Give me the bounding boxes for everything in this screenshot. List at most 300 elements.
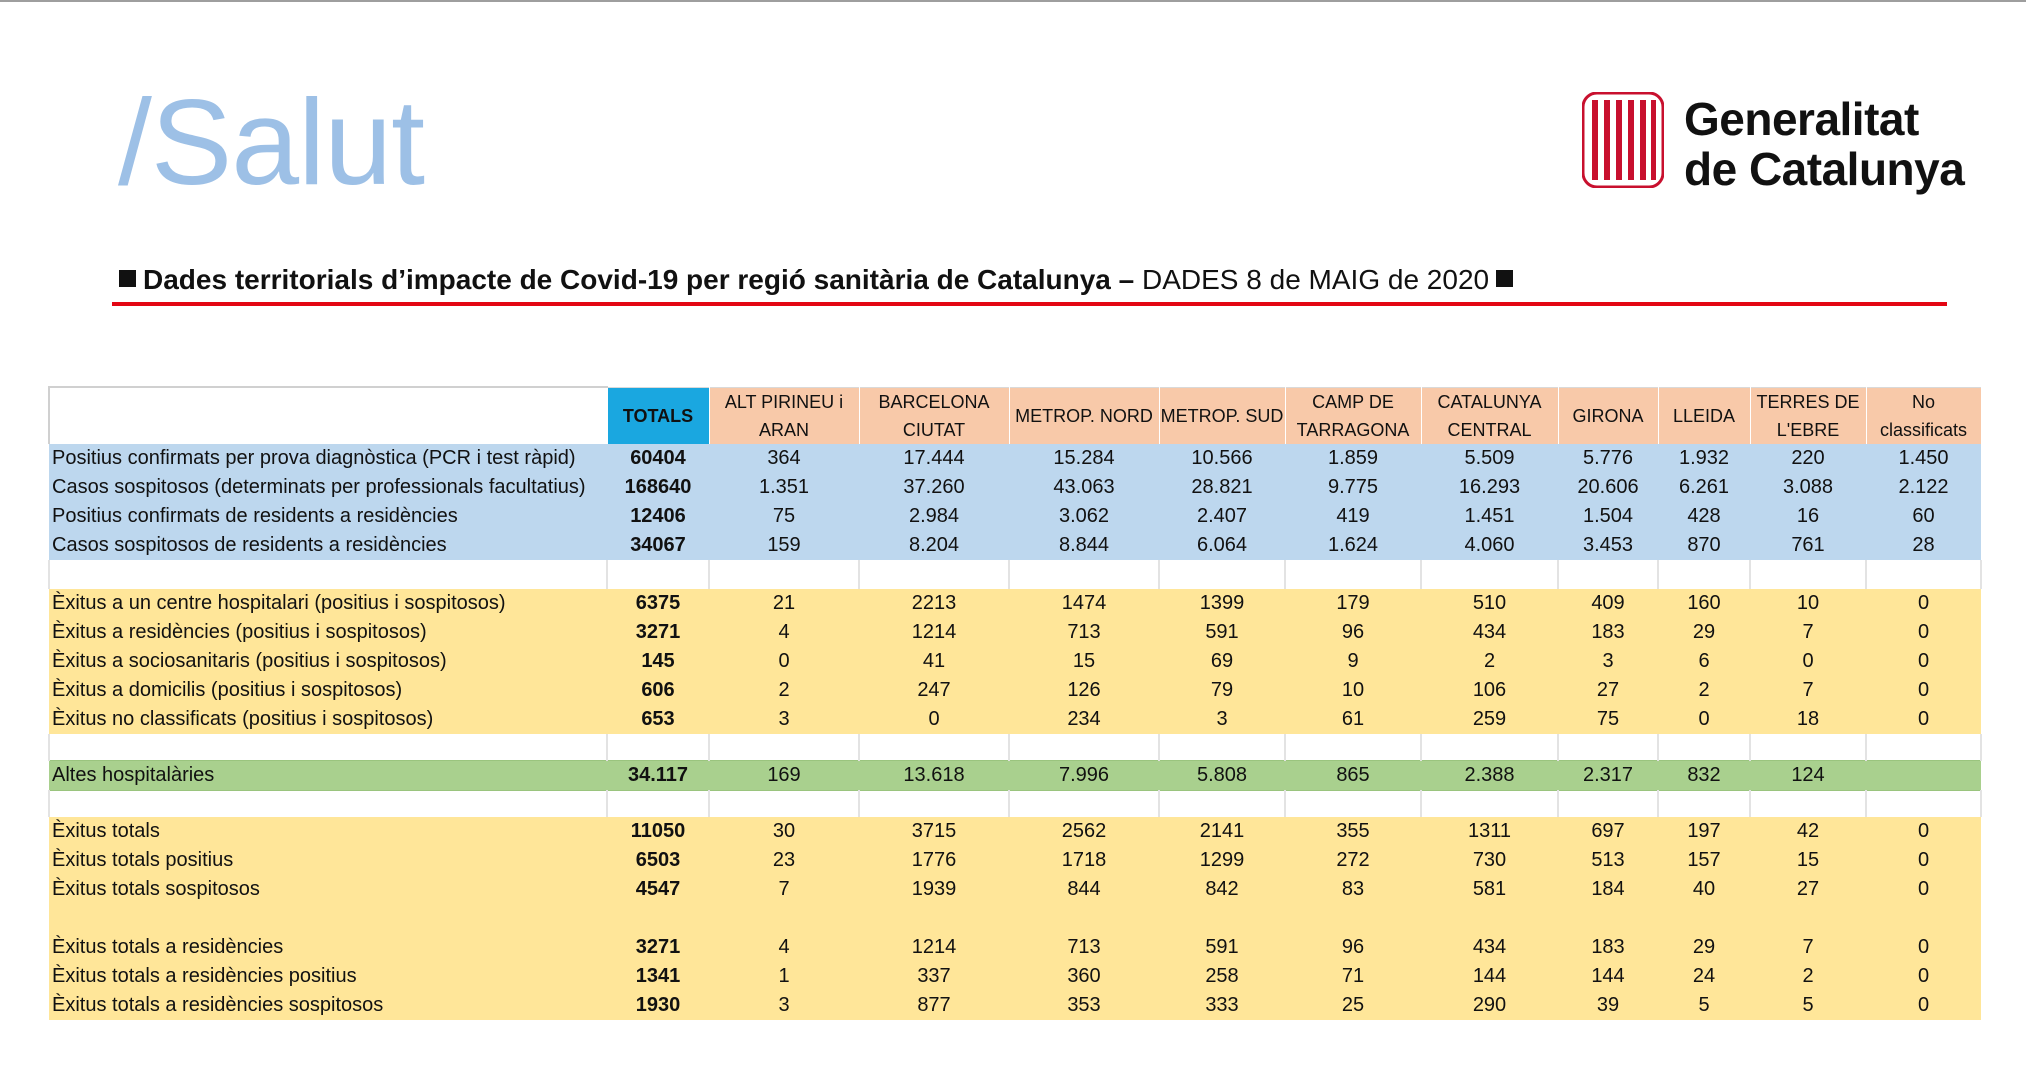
empty-cell <box>1558 734 1658 761</box>
region-cell: 6.064 <box>1159 531 1285 560</box>
table-row <box>49 502 1981 531</box>
region-cell: 13.618 <box>859 761 1009 791</box>
table-row <box>49 962 1981 991</box>
region-cell: 41 <box>859 647 1009 676</box>
empty-cell <box>859 791 1009 818</box>
region-cell: 1.351 <box>709 473 859 502</box>
region-cell: 0 <box>1866 875 1981 904</box>
covid-data-table <box>48 386 1982 1020</box>
region-cell: 3.062 <box>1009 502 1159 531</box>
column-header <box>709 387 859 444</box>
empty-cell <box>1658 791 1750 818</box>
region-cell: 197 <box>1658 817 1750 846</box>
column-header-line2: CENTRAL <box>1447 419 1532 440</box>
region-cell: 510 <box>1421 589 1558 618</box>
empty-cell <box>607 734 709 761</box>
row-label: Èxitus no classificats (positius i sospitosos) <box>49 705 607 734</box>
region-cell: 1.859 <box>1285 444 1421 473</box>
bullet-square-icon <box>119 270 136 287</box>
column-header-line1: LLEIDA <box>1672 405 1736 426</box>
empty-cell <box>1558 904 1658 933</box>
empty-cell <box>49 734 607 761</box>
generalitat-logo <box>1582 88 2002 198</box>
region-cell: 7 <box>1750 618 1866 647</box>
column-header <box>1658 387 1750 444</box>
bullet-square-icon <box>1496 270 1513 287</box>
region-cell: 1.624 <box>1285 531 1421 560</box>
region-cell: 124 <box>1750 761 1866 791</box>
region-cell: 184 <box>1558 875 1658 904</box>
region-cell: 1776 <box>859 846 1009 875</box>
region-cell: 2.407 <box>1159 502 1285 531</box>
row-label: Èxitus a residències (positius i sospitosos) <box>49 618 607 647</box>
total-cell: 6375 <box>607 589 709 618</box>
region-cell: 844 <box>1009 875 1159 904</box>
empty-cell <box>1750 904 1866 933</box>
region-cell: 0 <box>1866 933 1981 962</box>
region-cell: 591 <box>1159 933 1285 962</box>
region-cell: 4 <box>709 933 859 962</box>
region-cell: 43.063 <box>1009 473 1159 502</box>
region-cell: 18 <box>1750 705 1866 734</box>
region-cell: 5.808 <box>1159 761 1285 791</box>
empty-cell <box>1658 560 1750 589</box>
region-cell: 30 <box>709 817 859 846</box>
region-cell: 179 <box>1285 589 1421 618</box>
region-cell: 6 <box>1658 647 1750 676</box>
region-cell: 865 <box>1285 761 1421 791</box>
title-underline <box>112 302 1947 306</box>
region-cell: 2 <box>709 676 859 705</box>
total-cell: 653 <box>607 705 709 734</box>
empty-cell <box>1009 560 1159 589</box>
empty-cell <box>1159 560 1285 589</box>
title-date: DADES 8 de MAIG de 2020 <box>1142 264 1490 295</box>
region-cell <box>1866 761 1981 791</box>
region-cell: 3715 <box>859 817 1009 846</box>
region-cell: 0 <box>1658 705 1750 734</box>
table-row <box>49 647 1981 676</box>
separator-row <box>49 560 1981 589</box>
row-label: Èxitus totals <box>49 817 607 846</box>
empty-cell <box>1285 791 1421 818</box>
region-cell: 96 <box>1285 933 1421 962</box>
region-cell: 71 <box>1285 962 1421 991</box>
column-header <box>1558 387 1658 444</box>
region-cell: 0 <box>1866 991 1981 1020</box>
region-cell: 259 <box>1421 705 1558 734</box>
empty-cell <box>49 560 607 589</box>
column-header <box>1285 387 1421 444</box>
region-cell: 5 <box>1750 991 1866 1020</box>
region-cell: 2213 <box>859 589 1009 618</box>
row-label: Èxitus totals a residències <box>49 933 607 962</box>
region-cell: 7.996 <box>1009 761 1159 791</box>
region-cell: 4.060 <box>1421 531 1558 560</box>
region-cell: 1299 <box>1159 846 1285 875</box>
column-header <box>1159 387 1285 444</box>
region-cell: 24 <box>1658 962 1750 991</box>
table-row <box>49 444 1981 473</box>
region-cell: 337 <box>859 962 1009 991</box>
region-cell: 360 <box>1009 962 1159 991</box>
region-cell: 0 <box>1866 817 1981 846</box>
region-cell: 7 <box>709 875 859 904</box>
row-label: Èxitus a domicilis (positius i sospitosos) <box>49 676 607 705</box>
separator-row <box>49 791 1981 818</box>
region-cell: 9.775 <box>1285 473 1421 502</box>
region-cell: 157 <box>1658 846 1750 875</box>
region-cell: 3 <box>709 991 859 1020</box>
generalitat-line2: de Catalunya <box>1684 143 1965 195</box>
region-cell: 40 <box>1658 875 1750 904</box>
region-cell: 513 <box>1558 846 1658 875</box>
senyera-emblem-icon <box>1582 92 1664 188</box>
region-cell: 3 <box>1558 647 1658 676</box>
region-cell: 581 <box>1421 875 1558 904</box>
empty-cell <box>607 791 709 818</box>
region-cell: 730 <box>1421 846 1558 875</box>
empty-cell <box>1159 791 1285 818</box>
region-cell: 1.504 <box>1558 502 1658 531</box>
empty-cell <box>1159 734 1285 761</box>
empty-cell <box>1285 904 1421 933</box>
column-header <box>859 387 1009 444</box>
region-cell: 17.444 <box>859 444 1009 473</box>
empty-cell <box>1866 734 1981 761</box>
region-cell: 2 <box>1658 676 1750 705</box>
region-cell: 21 <box>709 589 859 618</box>
column-header <box>1421 387 1558 444</box>
empty-cell <box>1558 560 1658 589</box>
region-cell: 697 <box>1558 817 1658 846</box>
region-cell: 0 <box>859 705 1009 734</box>
region-cell: 0 <box>1866 705 1981 734</box>
table-row <box>49 875 1981 904</box>
region-cell: 1.450 <box>1866 444 1981 473</box>
row-label: Altes hospitalàries <box>49 761 607 791</box>
region-cell: 126 <box>1009 676 1159 705</box>
column-header <box>1009 387 1159 444</box>
empty-cell <box>1658 904 1750 933</box>
row-label: Positius confirmats de residents a residències <box>49 502 607 531</box>
region-cell: 355 <box>1285 817 1421 846</box>
empty-cell <box>1285 734 1421 761</box>
region-cell: 16 <box>1750 502 1866 531</box>
region-cell: 169 <box>709 761 859 791</box>
column-header-line2: ARAN <box>758 419 809 440</box>
region-cell: 75 <box>709 502 859 531</box>
region-cell: 8.844 <box>1009 531 1159 560</box>
column-header-line1: CATALUNYA <box>1437 391 1542 412</box>
region-cell: 2.122 <box>1866 473 1981 502</box>
region-cell: 7 <box>1750 933 1866 962</box>
region-cell: 28.821 <box>1159 473 1285 502</box>
region-cell: 713 <box>1009 618 1159 647</box>
region-cell: 258 <box>1159 962 1285 991</box>
region-cell: 1.932 <box>1658 444 1750 473</box>
row-label: Casos sospitosos (determinats per professionals facultatius) <box>49 473 607 502</box>
region-cell: 353 <box>1009 991 1159 1020</box>
region-cell: 1 <box>709 962 859 991</box>
table-row <box>49 618 1981 647</box>
region-cell: 3 <box>709 705 859 734</box>
empty-cell <box>709 791 859 818</box>
total-cell: 3271 <box>607 933 709 962</box>
row-label: Èxitus totals sospitosos <box>49 875 607 904</box>
region-cell: 1311 <box>1421 817 1558 846</box>
generalitat-line1: Generalitat <box>1684 93 1919 145</box>
region-cell: 83 <box>1285 875 1421 904</box>
column-header-line2: TARRAGONA <box>1296 419 1410 440</box>
region-cell: 220 <box>1750 444 1866 473</box>
region-cell: 16.293 <box>1421 473 1558 502</box>
column-header-line1: METROP. SUD <box>1160 405 1284 426</box>
empty-cell <box>607 560 709 589</box>
region-cell: 75 <box>1558 705 1658 734</box>
region-cell: 23 <box>709 846 859 875</box>
empty-cell <box>1009 734 1159 761</box>
table-row <box>49 473 1981 502</box>
region-cell: 2.388 <box>1421 761 1558 791</box>
salut-logo: /Salut <box>118 74 424 210</box>
separator-row <box>49 734 1981 761</box>
empty-cell <box>1750 734 1866 761</box>
region-cell: 7 <box>1750 676 1866 705</box>
region-cell: 1939 <box>859 875 1009 904</box>
table-row <box>49 991 1981 1020</box>
region-cell: 428 <box>1658 502 1750 531</box>
region-cell: 2562 <box>1009 817 1159 846</box>
total-cell: 1341 <box>607 962 709 991</box>
empty-cell <box>1159 904 1285 933</box>
region-cell: 1399 <box>1159 589 1285 618</box>
region-cell: 39 <box>1558 991 1658 1020</box>
region-cell: 2 <box>1750 962 1866 991</box>
column-header-line1: GIRONA <box>1572 405 1644 426</box>
region-cell: 832 <box>1658 761 1750 791</box>
total-cell: 11050 <box>607 817 709 846</box>
total-cell: 606 <box>607 676 709 705</box>
region-cell: 842 <box>1159 875 1285 904</box>
empty-cell <box>49 791 607 818</box>
row-label: Èxitus totals a residències sospitosos <box>49 991 607 1020</box>
column-header-line1: TERRES DE <box>1756 391 1860 412</box>
column-header-line2: L'EBRE <box>1776 419 1840 440</box>
row-label: Èxitus a un centre hospitalari (positius i sospitosos) <box>49 589 607 618</box>
region-cell: 2141 <box>1159 817 1285 846</box>
region-cell: 434 <box>1421 933 1558 962</box>
region-cell: 144 <box>1558 962 1658 991</box>
header-row <box>49 387 1981 444</box>
region-cell: 96 <box>1285 618 1421 647</box>
separator-row <box>49 904 1981 933</box>
region-cell: 870 <box>1658 531 1750 560</box>
region-cell: 333 <box>1159 991 1285 1020</box>
region-cell: 591 <box>1159 618 1285 647</box>
region-cell: 0 <box>1866 618 1981 647</box>
total-cell: 4547 <box>607 875 709 904</box>
table-row <box>49 589 1981 618</box>
column-header-line1: CAMP DE <box>1312 391 1394 412</box>
region-cell: 0 <box>1866 962 1981 991</box>
table-row <box>49 817 1981 846</box>
region-cell: 27 <box>1558 676 1658 705</box>
empty-cell <box>1421 560 1558 589</box>
generalitat-wordmark <box>1684 94 1964 194</box>
empty-cell <box>859 560 1009 589</box>
region-cell: 0 <box>1866 846 1981 875</box>
total-cell: 60404 <box>607 444 709 473</box>
empty-cell <box>607 904 709 933</box>
region-cell: 713 <box>1009 933 1159 962</box>
empty-cell <box>1750 560 1866 589</box>
total-cell: 34.117 <box>607 761 709 791</box>
region-cell: 69 <box>1159 647 1285 676</box>
column-header-line1: BARCELONA <box>878 391 990 412</box>
region-cell: 272 <box>1285 846 1421 875</box>
region-cell: 364 <box>709 444 859 473</box>
title-bold: Dades territorials d’impacte de Covid-19 per regió sanitària de Catalunya – <box>143 264 1135 295</box>
region-cell: 0 <box>1866 589 1981 618</box>
region-cell: 15 <box>1009 647 1159 676</box>
empty-cell <box>49 904 607 933</box>
empty-cell <box>709 904 859 933</box>
region-cell: 160 <box>1658 589 1750 618</box>
column-header-line1: ALT PIRINEU i <box>724 391 844 412</box>
empty-cell <box>1658 734 1750 761</box>
empty-cell <box>709 734 859 761</box>
empty-cell <box>709 560 859 589</box>
region-cell: 2.984 <box>859 502 1009 531</box>
region-cell: 25 <box>1285 991 1421 1020</box>
region-cell: 29 <box>1658 933 1750 962</box>
empty-cell <box>1421 904 1558 933</box>
header-corner <box>49 387 607 444</box>
empty-cell <box>1866 904 1981 933</box>
region-cell: 409 <box>1558 589 1658 618</box>
region-cell: 15.284 <box>1009 444 1159 473</box>
region-cell: 29 <box>1658 618 1750 647</box>
region-cell: 0 <box>1750 647 1866 676</box>
row-label: Èxitus totals positius <box>49 846 607 875</box>
region-cell: 3.088 <box>1750 473 1866 502</box>
region-cell: 15 <box>1750 846 1866 875</box>
region-cell: 6.261 <box>1658 473 1750 502</box>
total-cell: 168640 <box>607 473 709 502</box>
region-cell: 28 <box>1866 531 1981 560</box>
empty-cell <box>1421 734 1558 761</box>
region-cell: 234 <box>1009 705 1159 734</box>
region-cell: 419 <box>1285 502 1421 531</box>
region-cell: 877 <box>859 991 1009 1020</box>
total-cell: 6503 <box>607 846 709 875</box>
column-header-line1: METROP. NORD <box>1015 405 1153 426</box>
column-header-line2: classificats <box>1879 419 1968 440</box>
column-header <box>1750 387 1866 444</box>
region-cell: 1.451 <box>1421 502 1558 531</box>
region-cell: 79 <box>1159 676 1285 705</box>
table-row <box>49 761 1981 791</box>
column-header <box>1866 387 1981 444</box>
region-cell: 0 <box>709 647 859 676</box>
table-row <box>49 705 1981 734</box>
empty-cell <box>1866 791 1981 818</box>
table-row <box>49 676 1981 705</box>
region-cell: 159 <box>709 531 859 560</box>
region-cell: 10.566 <box>1159 444 1285 473</box>
empty-cell <box>1009 791 1159 818</box>
region-cell: 4 <box>709 618 859 647</box>
table-row <box>49 846 1981 875</box>
region-cell: 0 <box>1866 676 1981 705</box>
region-cell: 5 <box>1658 991 1750 1020</box>
empty-cell <box>1558 791 1658 818</box>
total-cell: 145 <box>607 647 709 676</box>
region-cell: 10 <box>1750 589 1866 618</box>
region-cell: 144 <box>1421 962 1558 991</box>
region-cell: 1718 <box>1009 846 1159 875</box>
total-cell: 3271 <box>607 618 709 647</box>
total-cell: 12406 <box>607 502 709 531</box>
region-cell: 10 <box>1285 676 1421 705</box>
region-cell: 183 <box>1558 618 1658 647</box>
page-title <box>112 260 1942 302</box>
region-cell: 290 <box>1421 991 1558 1020</box>
total-cell: 34067 <box>607 531 709 560</box>
column-header-line2: CIUTAT <box>902 419 966 440</box>
column-header-line1: No <box>1911 391 1935 412</box>
row-label: Casos sospitosos de residents a residències <box>49 531 607 560</box>
region-cell: 2.317 <box>1558 761 1658 791</box>
region-cell: 5.509 <box>1421 444 1558 473</box>
region-cell: 1214 <box>859 618 1009 647</box>
region-cell: 247 <box>859 676 1009 705</box>
region-cell: 2 <box>1421 647 1558 676</box>
region-cell: 37.260 <box>859 473 1009 502</box>
region-cell: 183 <box>1558 933 1658 962</box>
region-cell: 5.776 <box>1558 444 1658 473</box>
row-label: Èxitus a sociosanitaris (positius i sospitosos) <box>49 647 607 676</box>
column-header <box>607 387 709 444</box>
region-cell: 42 <box>1750 817 1866 846</box>
region-cell: 20.606 <box>1558 473 1658 502</box>
empty-cell <box>1750 791 1866 818</box>
region-cell: 1214 <box>859 933 1009 962</box>
column-header-line1: TOTALS <box>622 405 694 426</box>
total-cell: 1930 <box>607 991 709 1020</box>
top-border <box>0 0 2026 2</box>
region-cell: 0 <box>1866 647 1981 676</box>
empty-cell <box>1285 560 1421 589</box>
region-cell: 27 <box>1750 875 1866 904</box>
region-cell: 9 <box>1285 647 1421 676</box>
empty-cell <box>1421 791 1558 818</box>
empty-cell <box>1866 560 1981 589</box>
region-cell: 3 <box>1159 705 1285 734</box>
row-label: Positius confirmats per prova diagnòstica (PCR i test ràpid) <box>49 444 607 473</box>
region-cell: 106 <box>1421 676 1558 705</box>
region-cell: 8.204 <box>859 531 1009 560</box>
region-cell: 434 <box>1421 618 1558 647</box>
table-row <box>49 531 1981 560</box>
region-cell: 61 <box>1285 705 1421 734</box>
row-label: Èxitus totals a residències positius <box>49 962 607 991</box>
region-cell: 761 <box>1750 531 1866 560</box>
region-cell: 1474 <box>1009 589 1159 618</box>
region-cell: 3.453 <box>1558 531 1658 560</box>
empty-cell <box>859 904 1009 933</box>
